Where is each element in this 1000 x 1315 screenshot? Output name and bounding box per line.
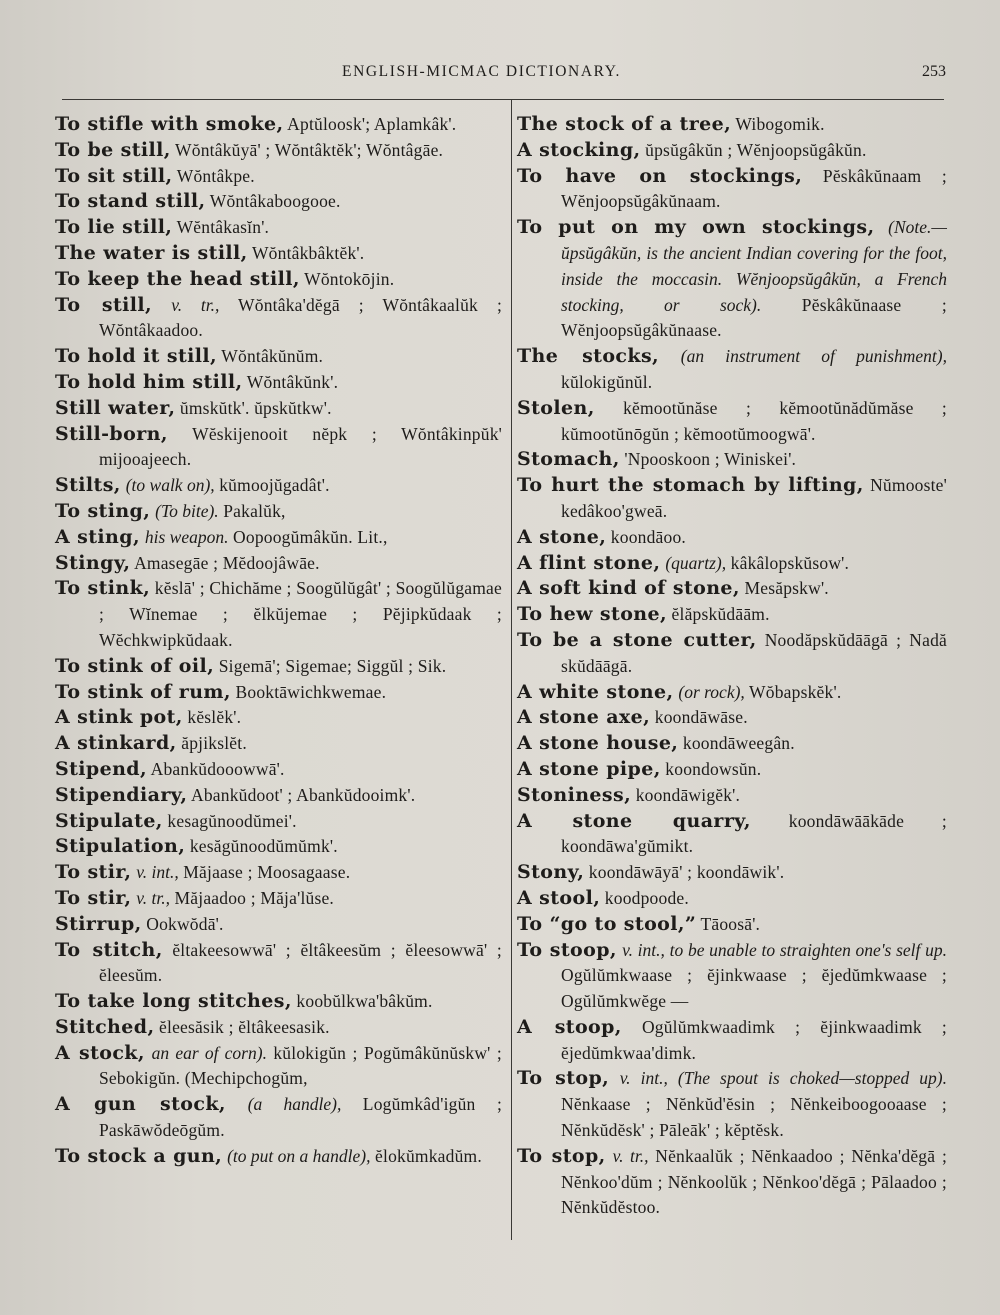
entry-headword: A stink pot, [55, 706, 183, 729]
dictionary-entry [55, 189, 502, 215]
entry-translation: Pĕskâkŭnaase ; Wĕnjoopsŭgâkŭnaase. [561, 294, 947, 341]
entry-headword: A white stone, [517, 680, 674, 703]
dictionary-entry [55, 499, 502, 525]
dictionary-entry [55, 422, 502, 474]
dictionary-entry [517, 164, 947, 216]
entry-translation: Logŭmkâd'igŭn ; Paskāwŏdeōgŭm. [99, 1094, 503, 1141]
entry-translation: Wŏntâkŭnk'. [242, 371, 339, 392]
dictionary-entry [55, 1015, 502, 1041]
dictionary-entry [517, 602, 947, 628]
entry-translation: Pakalŭk, [218, 500, 286, 521]
dictionary-entry [517, 215, 947, 344]
dictionary-entry [517, 912, 947, 938]
entry-translation: Ookwŏdā'. [141, 913, 224, 934]
entry-translation: Ogŭlŭmkwaase ; ĕjinkwaase ; ĕjedŭmkwaase ; Ogŭlŭmkwĕge — [561, 965, 947, 1012]
dictionary-entry [55, 293, 502, 345]
dictionary-entry [55, 473, 502, 499]
entry-translation: Pĕskâkŭnaam ; Wĕnjoopsŭgâkŭnaam. [561, 165, 947, 212]
entry-translation: kĕslā' ; Chichăme ; Soogŭlŭgât' ; Soogŭlŭgamae ; Wĭnemae ; ĕlkŭjemae ; Pĕjipkŭdaak ; Wĕchkwipkŭdaak. [99, 578, 502, 650]
header-rule [62, 99, 944, 100]
entry-translation: ŭpsŭgâkŭn ; Wĕnjoopsŭgâkŭn. [640, 139, 867, 160]
entry-headword: Stipulate, [55, 809, 163, 832]
dictionary-entry [517, 473, 947, 525]
entry-headword: To put on my own stockings, [517, 216, 875, 239]
entry-translation: koondāwigĕk'. [631, 784, 741, 805]
entry-headword: Still water, [55, 396, 176, 419]
entry-translation: Wŏntokōjin. [299, 268, 395, 289]
entry-italic-note: (To bite). [155, 500, 219, 521]
entry-translation: kâkâlopskŭsow'. [726, 552, 850, 573]
dictionary-entry [55, 783, 502, 809]
entry-italic-note: an ear of corn). [151, 1042, 267, 1063]
entry-headword: To stink, [55, 577, 151, 600]
dictionary-entry [55, 551, 502, 577]
entry-headword: To sting, [55, 499, 151, 522]
entry-headword: A soft kind of stone, [517, 577, 740, 600]
entry-headword: To sit still, [55, 164, 173, 187]
entry-translation: ăpjikslĕt. [176, 733, 247, 754]
entry-headword: To hold it still, [55, 345, 218, 368]
entry-headword: To stink of rum, [55, 680, 231, 703]
entry-translation: ŭmskŭtk'. ŭpskŭtkw'. [175, 397, 332, 418]
dictionary-entry [55, 731, 502, 757]
entry-translation: koondāwāse. [650, 707, 748, 728]
entry-headword: A stool, [517, 886, 601, 909]
entry-headword: Stolen, [517, 396, 595, 419]
dictionary-entry [517, 938, 947, 1015]
dictionary-entry [55, 370, 502, 396]
dictionary-entry [55, 654, 502, 680]
dictionary-entry [55, 834, 502, 860]
entry-translation: Amasegāe ; Mĕdoojâwāe. [130, 552, 320, 573]
entry-translation: kesăgŭnoodŭmŭmk'. [185, 836, 338, 857]
entry-headword: A stoop, [517, 1015, 622, 1038]
dictionary-entry [55, 809, 502, 835]
entry-headword: To stand still, [55, 190, 206, 213]
dictionary-entry [517, 1144, 947, 1221]
entry-translation: ĕlokŭmkadŭm. [370, 1145, 482, 1166]
dictionary-entry [517, 1015, 947, 1067]
entry-headword: Stilts, [55, 474, 121, 497]
dictionary-entry [55, 241, 502, 267]
entry-translation: Nĕnkaalŭk ; Nĕnkaadoo ; Nĕnka'dĕgā ; Nĕnkoo'dŭm ; Nĕnkoolŭk ; Nĕnkoo'dĕgā ; Pālaadoo ; Nĕnkŭdĕstoo. [561, 1145, 948, 1218]
entry-translation: ĕltakeesowwā' ; ĕltâkeesŭm ; ĕleesowwā' ; ĕleesŭm. [99, 939, 502, 986]
entry-headword: To be a stone cutter, [517, 628, 757, 651]
entry-translation: Wŏbapskĕk'. [744, 681, 842, 702]
dictionary-entry [55, 886, 502, 912]
dictionary-entry [517, 1066, 947, 1143]
entry-italic-note: (to put on a handle), [227, 1145, 371, 1166]
dictionary-entry [517, 886, 947, 912]
entry-headword: To hew stone, [517, 603, 667, 626]
entry-italic-note: v. int., to be unable to straighten one's self up. [622, 939, 947, 960]
entry-headword: A stone axe, [517, 706, 651, 729]
right-column [517, 112, 947, 1221]
entry-translation: Abankŭdooowwā'. [147, 758, 285, 779]
dictionary-entry [55, 1041, 502, 1093]
dictionary-entry [55, 344, 502, 370]
entry-translation: kĕmootŭnăse ; kĕmootŭnădŭmăse ; kŭmootŭnōgŭn ; kĕmootŭmoogwā'. [561, 397, 947, 444]
dictionary-entry [55, 757, 502, 783]
entry-headword: To keep the head still, [55, 267, 300, 290]
entry-translation: 'Npooskoon ; Winiskei'. [619, 449, 797, 470]
entry-translation: koobŭlkwa'bâkŭm. [291, 991, 433, 1012]
entry-headword: To have on stockings, [517, 164, 803, 187]
dictionary-entry [517, 680, 947, 706]
column-divider [511, 100, 512, 1240]
entry-translation: ĕleesăsik ; ĕltâkeesasik. [154, 1016, 330, 1037]
entry-headword: Stipulation, [55, 835, 186, 858]
entry-headword: A stone pipe, [517, 757, 661, 780]
entry-translation: kŭlokigŭnŭl. [561, 371, 653, 392]
entry-italic-note: v. int., (The spout is choked—stopped up). [619, 1068, 947, 1089]
entry-headword: To stir, [55, 861, 132, 884]
entry-headword: To stop, [517, 1067, 610, 1090]
entry-translation: kŭmoojŭgadât'. [214, 475, 330, 496]
entry-headword: Still-born, [55, 422, 168, 445]
entry-translation: Wŏntâkaboogooe. [205, 191, 341, 212]
dictionary-entry [517, 525, 947, 551]
dictionary-entry [55, 1144, 502, 1170]
entry-italic-note: (Note.—ŭpsŭgâkŭn, is the ancient Indian covering for the foot, inside the moccasin. Wĕnjoopsŭgâkŭn, a French stocking, or sock). [561, 217, 947, 315]
dictionary-entry [55, 215, 502, 241]
dictionary-entry [517, 757, 947, 783]
entry-headword: To hurt the stomach by lifting, [517, 474, 864, 497]
entry-headword: To stop, [517, 1144, 606, 1167]
dictionary-entry [55, 525, 502, 551]
entry-headword: A stone house, [517, 732, 679, 755]
entry-headword: A stock, [55, 1041, 145, 1064]
entry-translation: Wŏntâka'dĕgā ; Wŏntâkaalŭk ; Wŏntâkaadoo. [99, 294, 503, 341]
dictionary-entry [55, 705, 502, 731]
dictionary-entry [517, 576, 947, 602]
page-header [60, 63, 950, 87]
entry-headword: A stinkard, [55, 732, 177, 755]
dictionary-entry [55, 680, 502, 706]
entry-translation: Wŏntâkŭnŭm. [217, 346, 324, 367]
entry-headword: A stone quarry, [517, 809, 751, 832]
dictionary-entry [517, 783, 947, 809]
entry-translation: Nĕnkaase ; Nĕnkŭd'ĕsin ; Nĕnkeiboogooaase ; Nĕnkŭdĕsk' ; Pāleāk' ; kĕptĕsk. [561, 1094, 947, 1141]
dictionary-entry [517, 705, 947, 731]
entry-headword: To stock a gun, [55, 1144, 223, 1167]
entry-translation: koondāweegân. [678, 733, 795, 754]
entry-italic-note: v. tr., [612, 1145, 649, 1166]
entry-translation: Abankŭdoot' ; Abankŭdooimk'. [187, 784, 416, 805]
entry-translation: Măjaase ; Moosagaase. [178, 862, 351, 883]
entry-translation: koondāwāākāde ; koondāwa'gŭmikt. [561, 810, 947, 857]
entry-headword: To “go to stool,” [517, 912, 697, 935]
entry-translation: kŭlokigŭn ; Pogŭmâkŭnŭskw' ; Sebokigŭn. (Mechipchogŭm, [99, 1042, 502, 1089]
dictionary-entry [517, 551, 947, 577]
entry-headword: Stirrup, [55, 912, 142, 935]
entry-headword: To be still, [55, 138, 171, 161]
entry-translation: Ogŭlŭmkwaadimk ; ĕjinkwaadimk ; ĕjedŭmkwaa'dimk. [561, 1016, 947, 1063]
dictionary-entry [55, 267, 502, 293]
entry-headword: Stipendiary, [55, 783, 188, 806]
entry-translation: kesagŭnoodŭmei'. [162, 810, 297, 831]
entry-headword: A stone, [517, 525, 607, 548]
dictionary-entry [517, 809, 947, 861]
entry-translation: Mesăpskw'. [739, 578, 829, 599]
dictionary-entry [55, 138, 502, 164]
entry-italic-note: (a handle), [247, 1094, 342, 1115]
entry-translation: Booktāwichkwemae. [230, 681, 387, 702]
entry-translation: Aptŭloosk'; Aplamkâk'. [283, 114, 457, 134]
entry-headword: To stitch, [55, 938, 163, 961]
dictionary-entry [55, 912, 502, 938]
dictionary-entry [55, 576, 502, 653]
dictionary-entry [55, 164, 502, 190]
entry-translation: Wŏntâkpe. [172, 165, 255, 186]
dictionary-entry [517, 628, 947, 680]
entry-translation: Noodăpskŭdāāgā ; Nadă skŭdāāgā. [561, 629, 947, 676]
entry-translation: koondāoo. [606, 526, 687, 547]
entry-headword: A stocking, [517, 138, 641, 161]
entry-headword: The water is still, [55, 241, 248, 264]
entry-italic-note: (quartz), [665, 552, 727, 573]
entry-italic-note: v. tr., [171, 294, 220, 315]
entry-headword: Stony, [517, 861, 585, 884]
entry-headword: Stitched, [55, 1015, 155, 1038]
entry-translation: Sigemā'; Sigemae; Siggŭl ; Sik. [214, 655, 447, 676]
dictionary-entry [517, 731, 947, 757]
entry-headword: To stir, [55, 886, 132, 909]
entry-italic-note: v. tr., [136, 887, 170, 908]
entry-translation: koodpoode. [600, 887, 689, 908]
entry-italic-note: (to walk on), [125, 475, 215, 496]
entry-translation: Wŏntâkbâktĕk'. [247, 242, 365, 263]
dictionary-entry [517, 396, 947, 448]
entry-translation: koondāwāyā' ; koondāwik'. [584, 862, 785, 883]
entry-translation: koondowsŭn. [660, 758, 762, 779]
entry-translation: Wĕntâkasĭn'. [172, 217, 270, 238]
entry-headword: Stoniness, [517, 783, 632, 806]
dictionary-entry [55, 112, 502, 138]
dictionary-entry [55, 938, 502, 990]
entry-italic-note: v. int., [136, 862, 179, 883]
dictionary-entry [517, 344, 947, 396]
entry-headword: Stingy, [55, 551, 131, 574]
dictionary-entry [55, 396, 502, 422]
entry-translation: kĕslĕk'. [182, 707, 242, 728]
entry-translation: Oopoogŭmâkŭn. Lit., [228, 526, 388, 547]
dictionary-entry [517, 112, 947, 138]
entry-headword: To still, [55, 293, 152, 316]
entry-headword: To stoop, [517, 938, 617, 961]
entry-translation: Wŏntâkŭyā' ; Wŏntâktĕk'; Wŏntâgāe. [170, 139, 444, 160]
dictionary-entry [55, 989, 502, 1015]
page-number: 253 [922, 63, 946, 80]
entry-headword: To take long stitches, [55, 990, 292, 1013]
entry-headword: A flint stone, [517, 551, 661, 574]
entry-headword: To stink of oil, [55, 654, 215, 677]
entry-headword: To hold him still, [55, 370, 243, 393]
entry-headword: To lie still, [55, 216, 173, 239]
entry-headword: A gun stock, [55, 1093, 226, 1116]
entry-headword: The stock of a tree, [517, 113, 732, 135]
entry-translation: Nŭmooste' kedâkoo'gweā. [561, 475, 947, 521]
dictionary-entry [55, 1092, 502, 1144]
left-column [55, 112, 502, 1170]
entry-translation: Tāoosā'. [696, 913, 761, 934]
entry-headword: To stifle with smoke, [55, 113, 284, 135]
running-title: ENGLISH-MICMAC DICTIONARY. [342, 63, 621, 80]
entry-headword: Stomach, [517, 448, 620, 471]
entry-italic-note: his weapon. [144, 526, 229, 547]
entry-translation: Măjaadoo ; Măja'lŭse. [169, 887, 335, 908]
dictionary-entry [517, 860, 947, 886]
dictionary-entry [517, 447, 947, 473]
entry-translation: ĕlăpskŭdāām. [666, 604, 770, 625]
entry-italic-note: (an instrument of punishment), [680, 346, 947, 367]
entry-translation: Wĕskijenooit nĕpk ; Wŏntâkinpŭk' mijooajeech. [99, 423, 502, 470]
entry-italic-note: (or rock), [678, 681, 745, 702]
dictionary-entry [517, 138, 947, 164]
entry-headword: The stocks, [517, 345, 660, 368]
entry-headword: Stipend, [55, 757, 148, 780]
entry-headword: A sting, [55, 525, 140, 548]
entry-translation: Wibogomik. [731, 114, 825, 134]
dictionary-entry [55, 860, 502, 886]
